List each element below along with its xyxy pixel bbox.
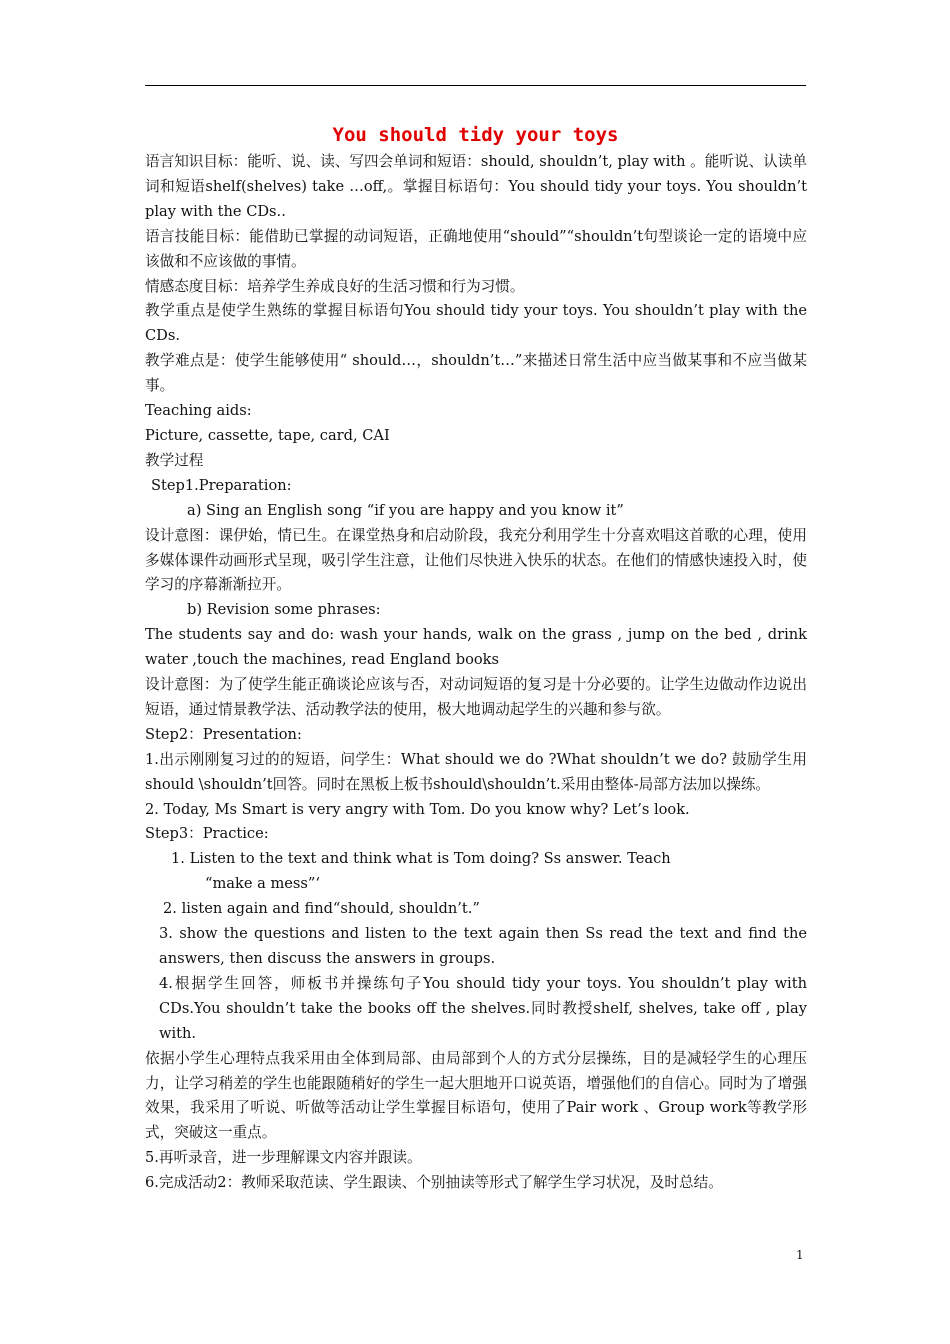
paragraph-step1-a: a) Sing an English song “if you are happy and you know it”	[187, 501, 624, 519]
paragraph-step1-b: b) Revision some phrases:	[187, 601, 381, 619]
paragraph-step3-item3: 3. show the questions and listen to the text again then Ss read the text and find the answers, then discuss the answers in groups.	[159, 925, 807, 967]
paragraph-design-intent-1: 设计意图：课伊始，情已生。在课堂热身和启动阶段，我充分利用学生十分喜欢唱这首歌的心理，使用多媒体课件动画形式呈现，吸引学生注意，让他们尽快进入快乐的状态。在他们的情感快速投入时，使学习的序幕渐渐拉开。	[145, 526, 807, 594]
document-body	[145, 150, 807, 1196]
paragraph-teaching-aids-heading: Teaching aids:	[145, 402, 252, 420]
paragraph-process-heading: 教学过程	[145, 451, 204, 469]
paragraph-design-intent-2: 设计意图：为了使学生能正确谈论应该与否，对动词短语的复习是十分必要的。让学生边做动作边说出短语，通过情景教学法、活动教学法的使用，极大地调动起学生的兴趣和参与欲。	[145, 676, 807, 718]
paragraph-key-point: 教学重点是使学生熟练的掌握目标语句You should tidy your toys. You shouldn’t play with the CDs.	[145, 302, 807, 345]
paragraph-step2-item2: 2. Today, Ms Smart is very angry with Tom. Do you know why? Let’s look.	[145, 800, 690, 818]
page-number: 1	[796, 1248, 804, 1262]
paragraph-step1: Step1.Preparation:	[151, 476, 292, 494]
header-rule	[145, 85, 806, 86]
paragraph-step3-item6: 6.完成活动2：教师采取范读、学生跟读、个别抽读等形式了解学生学习状况，及时总结。	[145, 1174, 723, 1192]
paragraph-step3-item1: 1. Listen to the text and think what is Tom doing? Ss answer. Teach	[171, 850, 671, 868]
document-title: You should tidy your toys	[332, 124, 619, 146]
paragraph-difficulty: 教学难点是：使学生能够使用“ should…，shouldn’t…”来描述日常生活中应当做某事和不应当做某事。	[145, 352, 807, 395]
paragraph-step2-item1: 1.出示刚刚复习过的的短语，问学生：What should we do ?What shouldn’t we do? 鼓励学生用should \shouldn’t回答。同时在黑板上板书should\shouldn’t.采用由整体-局部方法加以操练。	[145, 750, 807, 793]
paragraph-attitude-goal: 情感态度目标：培养学生养成良好的生活习惯和行为习惯。	[145, 277, 525, 295]
paragraph-skill-goal: 语言技能目标：能借助已掌握的动词短语，正确地使用“should”“shouldn’t句型谈论一定的语境中应该做和不应该做的事情。	[145, 227, 807, 270]
paragraph-step3: Step3：Practice:	[145, 825, 269, 843]
paragraph-step2: Step2：Presentation:	[145, 725, 302, 743]
paragraph-knowledge-goal: 语言知识目标：能听、说、读、写四会单词和短语：should, shouldn’t, play with 。能听说、认读单词和短语shelf(shelves) take …off,。掌握目标语句：You should tidy your toys. You shouldn’t play with the CDs..	[145, 153, 807, 220]
paragraph-design-intent-3: 依据小学生心理特点我采用由全体到局部、由局部到个人的方式分层操练，目的是减轻学生的心理压力，让学习稍差的学生也能跟随稍好的学生一起大胆地开口说英语，增强他们的自信心。同时为了增强效果，我采用了听说、听做等活动让学生掌握目标语句，使用了Pair work 、Group work等教学形式，突破这一重点。	[145, 1049, 807, 1142]
paragraph-step3-item5: 5.再听录音，进一步理解课文内容并跟读。	[145, 1149, 422, 1167]
paragraph-step3-item1-cont: “make a mess”‘	[205, 875, 321, 893]
paragraph-teaching-aids: Picture, cassette, tape, card, CAI	[145, 426, 390, 444]
paragraph-step3-item4: 4.根据学生回答，师板书并操练句子You should tidy your toys. You shouldn’t play with CDs.You shouldn’t take the books off the shelves.同时教授shelf, shelves, take off , play with.	[159, 974, 807, 1042]
paragraph-say-and-do: The students say and do: wash your hands, walk on the grass , jump on the bed , drink water ,touch the machines, read England books	[145, 626, 807, 669]
paragraph-step3-item2: 2. listen again and find“should, shouldn’t.”	[163, 900, 480, 918]
